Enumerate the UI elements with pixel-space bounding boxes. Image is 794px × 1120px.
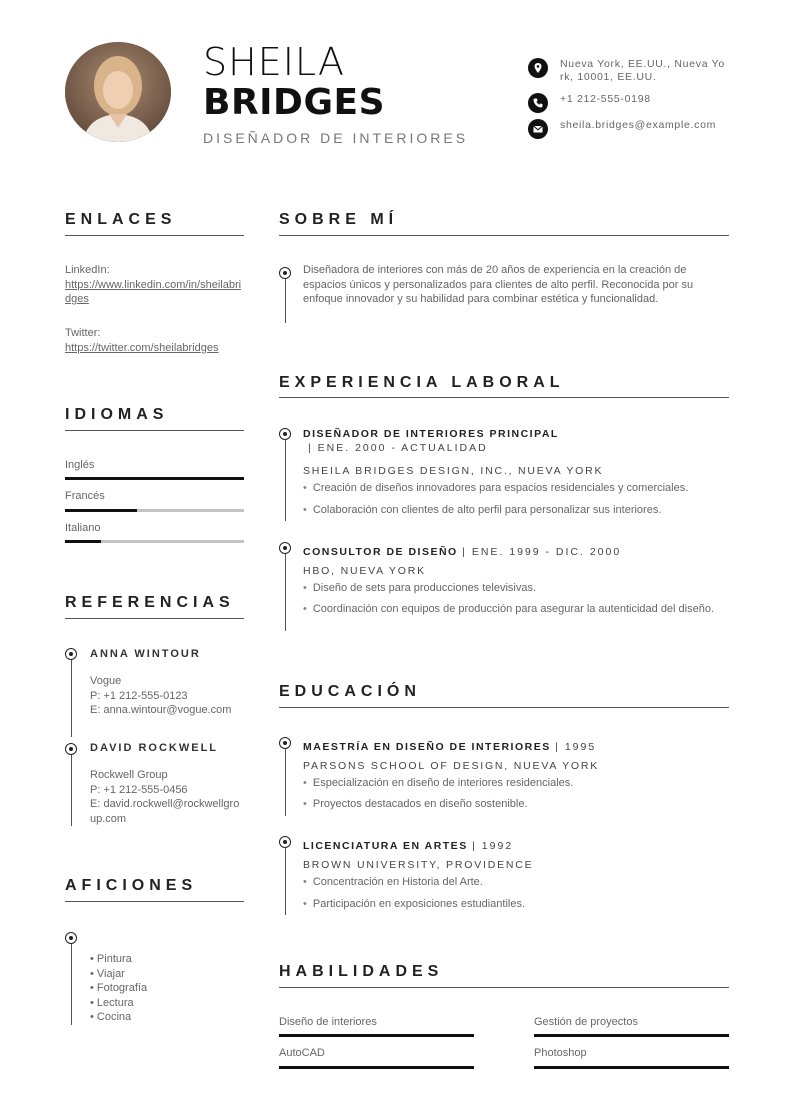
skills-divider	[279, 987, 729, 988]
contact-address	[528, 58, 728, 84]
phone-icon	[528, 93, 548, 113]
experience-bullet: • Colaboración con clientes de alto perfil para personalizar sus interiores.	[303, 504, 662, 516]
reference-name: ANNA WINTOUR	[90, 648, 201, 660]
language-label: Inglés	[65, 459, 95, 471]
experience-date: | ENE. 1999 - DIC. 2000	[462, 546, 622, 558]
twitter-block	[65, 326, 247, 355]
skill-label: Gestión de proyectos	[534, 1016, 638, 1028]
experience-date: | ENE. 2000 - ACTUALIDAD	[308, 442, 488, 454]
skill-bar	[534, 1034, 729, 1037]
linkedin-block	[65, 263, 247, 307]
timeline-dot-icon	[65, 932, 77, 944]
links-heading: ENLACES	[65, 211, 177, 228]
hobbies-divider	[65, 901, 244, 902]
education-heading: EDUCACIÓN	[279, 683, 421, 700]
timeline-line	[71, 943, 72, 1025]
timeline-dot-icon	[279, 836, 291, 848]
first-name: SHEILA	[203, 40, 345, 84]
reference-phone: P: +1 212-555-0123	[90, 689, 188, 702]
education-heading-line	[303, 836, 513, 854]
linkedin-label: LinkedIn:	[65, 264, 110, 276]
education-title: LICENCIATURA EN ARTES	[303, 840, 468, 852]
timeline-line	[285, 553, 286, 631]
language-label: Francés	[65, 490, 105, 502]
experience-title: CONSULTOR DE DISEÑO	[303, 546, 458, 558]
about-text: Diseñadora de interiores con más de 20 años de experiencia en la creación de espacios únicos y personalizados para clientes de alto perfil. Reconocida por su enfoque innovador y su habilidad para combinar estética y funcionalidad.	[303, 264, 694, 305]
language-label: Italiano	[65, 522, 101, 534]
experience-heading-line	[303, 542, 621, 560]
hobby-item: • Fotografía	[90, 982, 148, 994]
portrait-image	[65, 42, 171, 142]
skill-label: Photoshop	[534, 1047, 587, 1059]
timeline-line	[285, 847, 286, 915]
contact-phone	[528, 93, 728, 113]
skills-heading: HABILIDADES	[279, 963, 444, 980]
education-bullet: • Proyectos destacados en diseño sostenible.	[303, 798, 528, 810]
education-org: PARSONS SCHOOL OF DESIGN, NUEVA YORK	[303, 760, 600, 772]
timeline-line	[71, 754, 72, 826]
reference-details	[90, 674, 250, 718]
language-bar	[65, 509, 244, 512]
hobby-item: • Pintura	[90, 953, 132, 965]
address-text: Nueva York, EE.UU., Nueva York, 10001, EE.UU.	[560, 58, 725, 83]
experience-divider	[279, 397, 729, 398]
timeline-dot-icon	[279, 267, 291, 279]
reference-phone: P: +1 212-555-0456	[90, 783, 188, 796]
experience-bullet: • Coordinación con equipos de producción para asegurar la autenticidad del diseño.	[303, 603, 715, 615]
skill-label: Diseño de interiores	[279, 1016, 377, 1028]
experience-heading: EXPERIENCIA LABORAL	[279, 374, 565, 391]
timeline-dot-icon	[279, 428, 291, 440]
education-org: BROWN UNIVERSITY, PROVIDENCE	[303, 859, 534, 871]
languages-divider	[65, 430, 244, 431]
job-title: DISEÑADOR DE INTERIORES	[203, 130, 469, 146]
education-date: | 1992	[472, 840, 514, 852]
about-heading: SOBRE MÍ	[279, 211, 399, 228]
timeline-dot-icon	[65, 743, 77, 755]
last-name: BRIDGES	[203, 82, 386, 123]
language-bar-fill	[65, 509, 137, 512]
experience-org: HBO, NUEVA YORK	[303, 565, 426, 577]
contact-email	[528, 119, 728, 139]
reference-email: E: david.rockwell@rockwellgroup.com	[90, 798, 240, 825]
envelope-icon	[528, 119, 548, 139]
languages-heading: IDIOMAS	[65, 406, 169, 423]
references-divider	[65, 618, 244, 619]
education-divider	[279, 707, 729, 708]
reference-company: Vogue	[90, 675, 122, 687]
language-bar-fill	[65, 477, 244, 480]
phone-text: +1 212-555-0198	[560, 93, 651, 105]
experience-org: SHEILA BRIDGES DESIGN, INC., NUEVA YORK	[303, 465, 604, 477]
reference-email: E: anna.wintour@vogue.com	[90, 704, 232, 716]
reference-details	[90, 768, 244, 826]
timeline-line	[285, 439, 286, 521]
skill-bar	[279, 1066, 474, 1069]
timeline-line	[71, 659, 72, 737]
map-pin-icon	[528, 58, 548, 78]
hobby-item: • Cocina	[90, 1011, 132, 1023]
hobbies-heading: AFICIONES	[65, 877, 198, 894]
language-bar-fill	[65, 540, 101, 543]
hobby-item: • Lectura	[90, 996, 134, 1009]
twitter-link[interactable]: https://twitter.com/sheilabridges	[65, 341, 219, 354]
education-bullet: • Concentración en Historia del Arte.	[303, 876, 483, 888]
references-heading: REFERENCIAS	[65, 594, 235, 611]
twitter-label: Twitter:	[65, 327, 101, 339]
timeline-dot-icon	[65, 648, 77, 660]
email-text: sheila.bridges@example.com	[560, 119, 717, 131]
language-bar	[65, 540, 244, 543]
language-bar	[65, 477, 244, 480]
experience-title: DISEÑADOR DE INTERIORES PRINCIPAL	[303, 428, 559, 440]
education-bullet: • Participación en exposiciones estudiantiles.	[303, 898, 526, 910]
skill-bar	[534, 1066, 729, 1069]
hobby-item: • Viajar	[90, 967, 125, 980]
education-date: | 1995	[555, 741, 597, 753]
experience-bullet: • Diseño de sets para producciones televisivas.	[303, 582, 537, 594]
reference-company: Rockwell Group	[90, 769, 168, 781]
skill-label: AutoCAD	[279, 1047, 325, 1059]
skill-bar	[279, 1034, 474, 1037]
linkedin-link[interactable]: https://www.linkedin.com/in/sheilabridges	[65, 278, 242, 305]
education-heading-line	[303, 737, 596, 755]
links-divider	[65, 235, 244, 236]
hobbies-list	[90, 952, 147, 1025]
education-title: MAESTRÍA EN DISEÑO DE INTERIORES	[303, 741, 551, 753]
timeline-dot-icon	[279, 542, 291, 554]
experience-bullet: • Creación de diseños innovadores para espacios residenciales y comerciales.	[303, 482, 689, 494]
reference-name: DAVID ROCKWELL	[90, 742, 219, 754]
timeline-line	[285, 278, 286, 323]
timeline-line	[285, 748, 286, 816]
timeline-dot-icon	[279, 737, 291, 749]
education-bullet: • Especialización en diseño de interiores residenciales.	[303, 777, 574, 789]
profile-photo	[65, 42, 171, 142]
about-divider	[279, 235, 729, 236]
